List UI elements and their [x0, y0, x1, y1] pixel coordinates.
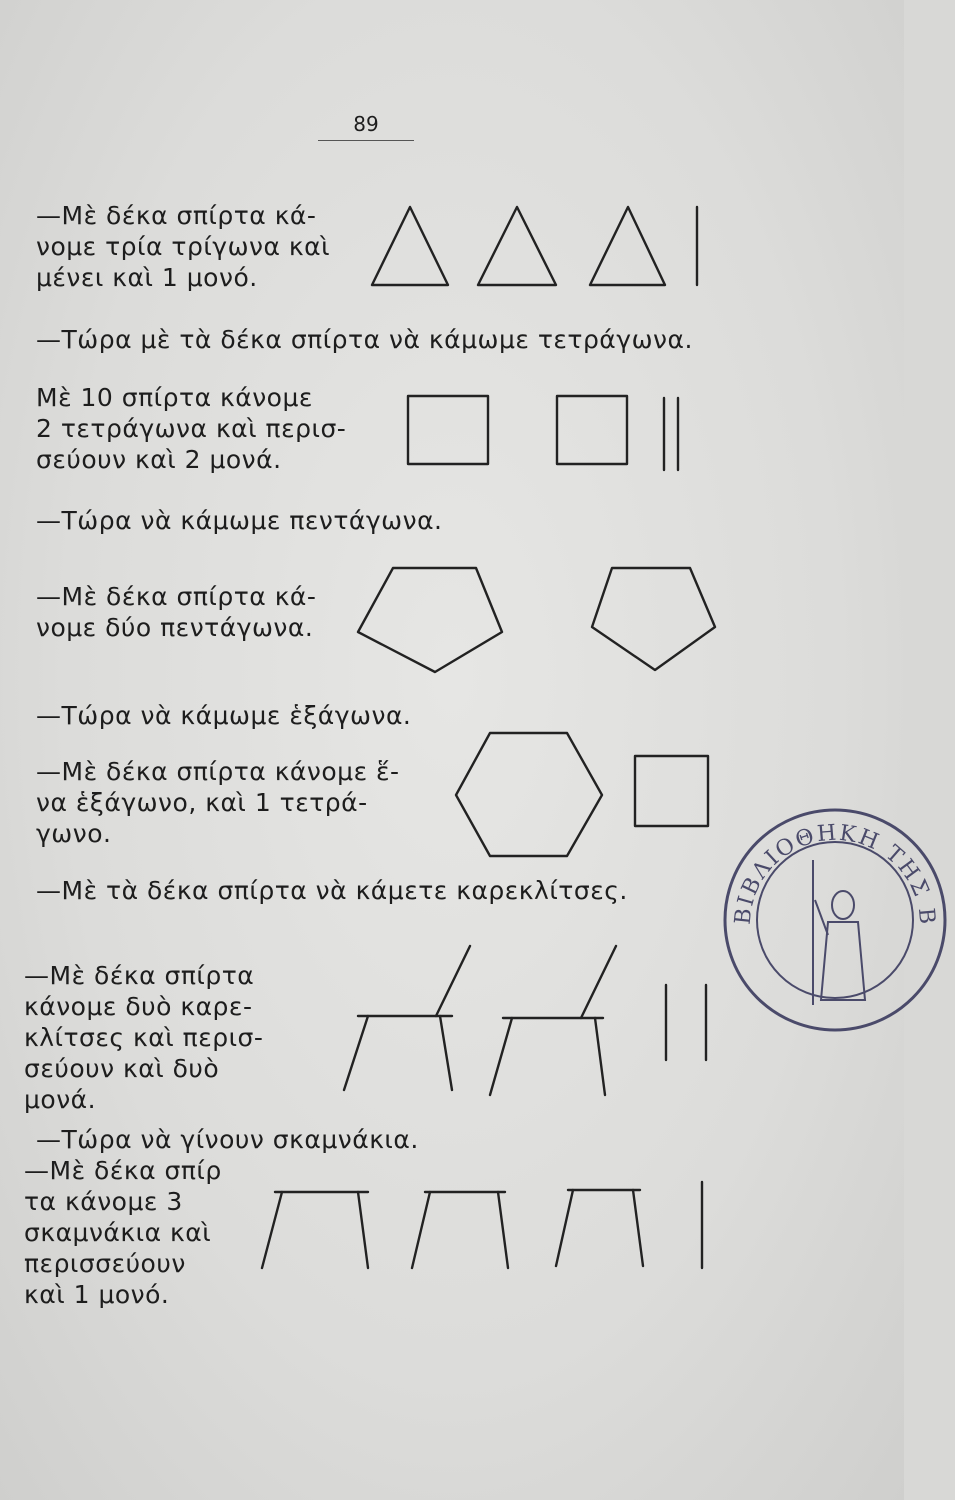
squares-heading: —Τώρα μὲ τὰ δέκα σπίρτα νὰ κάμωμε τετράγωνα. — [36, 325, 693, 354]
squares-figure — [408, 396, 678, 470]
squares-text: Μὲ 10 σπίρτα κάνομε 2 τετράγωνα καὶ περισ- σεύουν καὶ 2 μονά. — [36, 383, 347, 474]
hexagon-text: —Μὲ δέκα σπίρτα κάνομε ἕ- να ἑξάγωνο, καὶ 1 τετρά- γωνο. — [36, 757, 400, 848]
hexagon-figure — [456, 733, 708, 856]
pentagon-1 — [358, 568, 502, 672]
svg-text:ΒΙΒΛΙΟΘΗΚΗ ΤΗΣ ΒΟΥΛΗΣ — [715, 800, 939, 927]
triangles-text: —Μὲ δέκα σπίρτα κά- νομε τρία τρίγωνα καὶ μένει καὶ 1 μονό. — [36, 201, 331, 292]
pentagons-text: —Μὲ δέκα σπίρτα κά- νομε δύο πεντάγωνα. — [36, 582, 317, 642]
stamp-text: ΒΙΒΛΙΟΘΗΚΗ ΤΗΣ Β — [730, 820, 940, 928]
square-3 — [635, 756, 708, 826]
triangle-2 — [478, 207, 556, 285]
chairs-heading: —Μὲ τὰ δέκα σπίρτα νὰ κάμετε καρεκλίτσες. — [36, 876, 628, 905]
library-stamp — [715, 800, 955, 1040]
chairs-text: —Μὲ δέκα σπίρτα κάνομε δυὸ καρε- κλίτσες καὶ περισ- σεύουν καὶ δυὸ μονά. — [24, 961, 264, 1114]
square-1 — [408, 396, 488, 464]
square-2 — [557, 396, 627, 464]
hexagon — [456, 733, 602, 856]
stools-heading: —Τώρα νὰ γίνουν σκαμνάκια. — [36, 1125, 419, 1154]
hexagon-heading: —Τώρα νὰ κάμωμε ἑξάγωνα. — [36, 701, 412, 730]
pentagon-2 — [592, 568, 715, 670]
triangle-1 — [372, 207, 448, 285]
stools-text: —Μὲ δέκα σπίρ τα κάνομε 3 σκαμνάκια καὶ περισσεύουν καὶ 1 μονό. — [24, 1156, 222, 1309]
stools-figure — [262, 1182, 702, 1268]
triangles-figure — [372, 207, 697, 285]
chairs-figure — [344, 946, 706, 1095]
pentagons-figure — [358, 568, 715, 672]
pentagons-heading: —Τώρα νὰ κάμωμε πεντάγωνα. — [36, 506, 443, 535]
page-number: 89 — [318, 112, 414, 141]
triangle-3 — [590, 207, 665, 285]
